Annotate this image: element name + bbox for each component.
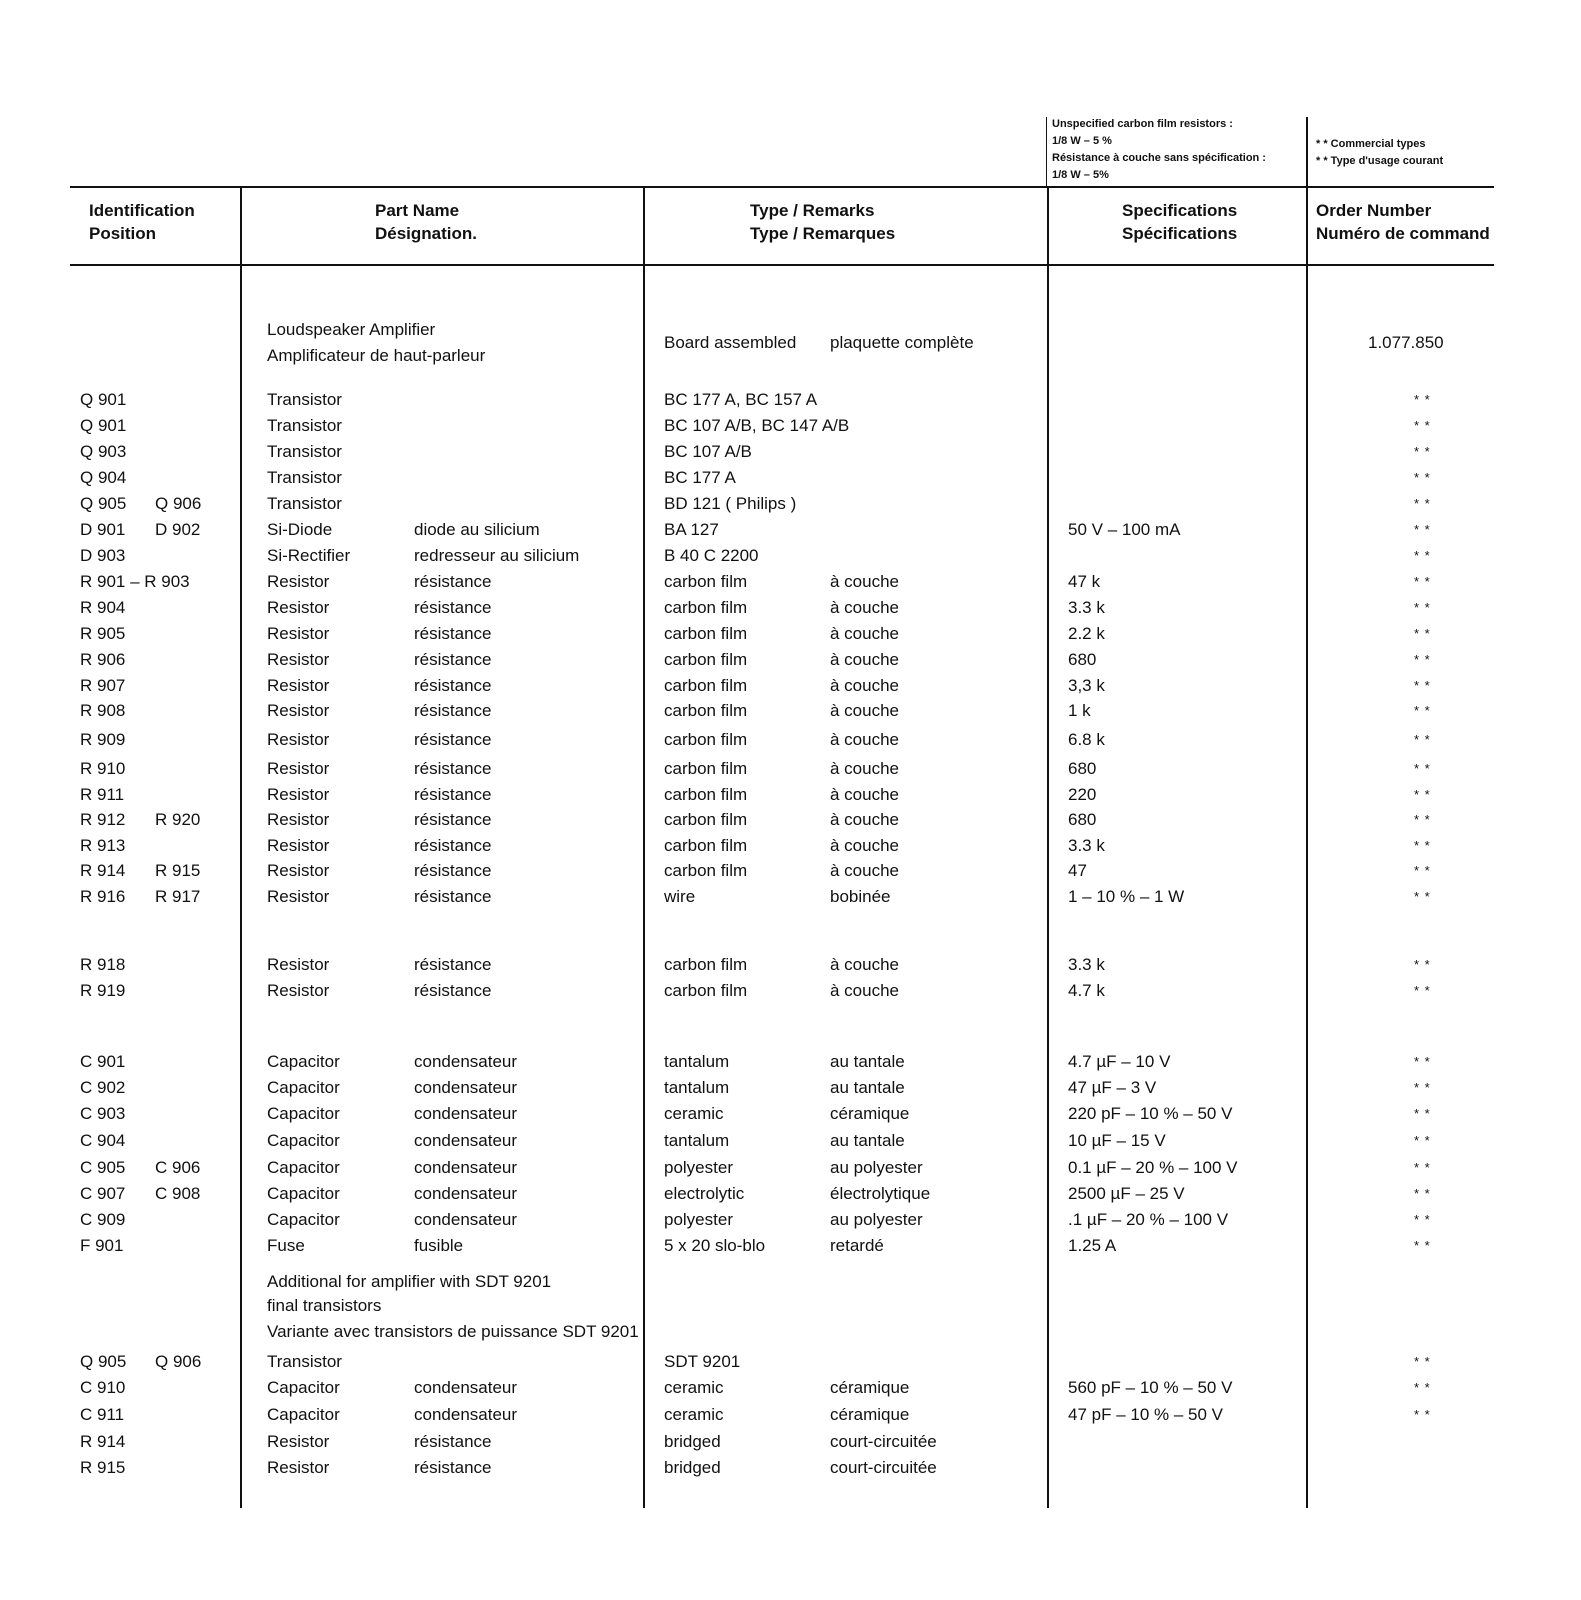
cell-n2: résistance [414, 624, 492, 643]
cell-o: * * [1414, 470, 1431, 485]
cell-p1: R 910 [80, 759, 126, 778]
note-line: Unspecified carbon film resistors : [1052, 118, 1233, 130]
cell-n1: Resistor [267, 955, 330, 974]
cell-n1: Amplificateur de haut-parleur [267, 346, 486, 365]
note-line: 1/8 W – 5 % [1052, 135, 1112, 147]
cell-n2: condensateur [414, 1210, 518, 1229]
cell-o: * * [1414, 1354, 1431, 1369]
cell-t2: à couche [830, 701, 899, 720]
cell-n2: résistance [414, 650, 492, 669]
note-line: * * Type d'usage courant [1316, 155, 1444, 167]
cell-p1: R 909 [80, 730, 126, 749]
cell-t1: carbon film [664, 955, 748, 974]
cell-n1: Variante avec transistors de puissance SDT 9201 [267, 1322, 639, 1341]
cell-o: * * [1414, 812, 1431, 827]
cell-o: * * [1414, 863, 1431, 878]
cell-t1: BC 177 A, BC 157 A [664, 390, 818, 409]
cell-t2: céramique [830, 1378, 910, 1397]
cell-n1: Resistor [267, 810, 330, 829]
cell-t2: plaquette complète [830, 333, 974, 352]
cell-t2: à couche [830, 810, 899, 829]
cell-t1: Board assembled [664, 333, 797, 352]
cell-t2: au tantale [830, 1078, 905, 1097]
cell-n1: Capacitor [267, 1158, 340, 1177]
table-top-rule [70, 186, 1494, 188]
cell-s: 3,3 k [1068, 676, 1105, 695]
cell-n1: Resistor [267, 624, 330, 643]
header-bottom-rule [70, 264, 1494, 266]
column-divider-1 [240, 186, 242, 1508]
cell-n1: Fuse [267, 1236, 305, 1255]
cell-p2: C 906 [155, 1158, 201, 1177]
cell-t2: au tantale [830, 1052, 905, 1071]
cell-t1: bridged [664, 1432, 721, 1451]
cell-t2: à couche [830, 572, 899, 591]
cell-n1: Resistor [267, 759, 330, 778]
cell-o: * * [1414, 1080, 1431, 1095]
cell-s: 680 [1068, 810, 1097, 829]
cell-t1: polyester [664, 1210, 733, 1229]
cell-t1: ceramic [664, 1378, 724, 1397]
cell-s: 2.2 k [1068, 624, 1105, 643]
cell-p1: R 908 [80, 701, 126, 720]
cell-p1: R 912 [80, 810, 126, 829]
cell-t1: carbon film [664, 650, 748, 669]
cell-p1: Q 905 [80, 1352, 127, 1371]
cell-s: 4.7 µF – 10 V [1068, 1052, 1171, 1071]
cell-p1: R 915 [80, 1458, 126, 1477]
cell-n2: résistance [414, 861, 492, 880]
header-part-name [375, 201, 477, 244]
cell-n2: condensateur [414, 1158, 518, 1177]
header-line: Désignation. [375, 224, 478, 243]
cell-n2: fusible [414, 1236, 464, 1255]
cell-n1: Capacitor [267, 1052, 340, 1071]
cell-o: * * [1414, 761, 1431, 776]
cell-t1: tantalum [664, 1052, 730, 1071]
cell-n1: Additional for amplifier with SDT 9201 [267, 1272, 552, 1291]
cell-t1: B 40 C 2200 [664, 546, 759, 565]
cell-n2: condensateur [414, 1131, 518, 1150]
cell-p1: R 901 – R 903 [80, 572, 190, 591]
cell-o: * * [1414, 652, 1431, 667]
cell-p1: C 903 [80, 1104, 126, 1123]
header-specifications [1122, 201, 1237, 244]
cell-o: * * [1414, 600, 1431, 615]
cell-n1: Resistor [267, 701, 330, 720]
header-line: Type / Remarques [750, 224, 896, 243]
cell-p1: C 910 [80, 1378, 126, 1397]
cell-t2: au tantale [830, 1131, 905, 1150]
cell-n2: résistance [414, 1458, 492, 1477]
cell-t1: carbon film [664, 676, 748, 695]
column-divider-4 [1306, 186, 1308, 1508]
cell-n1: Transistor [267, 390, 342, 409]
cell-p1: Q 904 [80, 468, 127, 487]
cell-n1: Resistor [267, 785, 330, 804]
cell-n2: résistance [414, 1432, 492, 1451]
cell-p1: R 914 [80, 861, 126, 880]
cell-n2: redresseur au silicium [414, 546, 580, 565]
header-type-remarks [750, 201, 895, 244]
cell-t2: à couche [830, 981, 899, 1000]
cell-n2: résistance [414, 598, 492, 617]
cell-n1: Si-Rectifier [267, 546, 351, 565]
cell-o: * * [1414, 732, 1431, 747]
cell-t1: tantalum [664, 1131, 730, 1150]
cell-t1: carbon film [664, 701, 748, 720]
cell-t1: tantalum [664, 1078, 730, 1097]
cell-n2: résistance [414, 701, 492, 720]
cell-s: 0.1 µF – 20 % – 100 V [1068, 1158, 1238, 1177]
header-line: Position [89, 224, 157, 243]
cell-t1: BA 127 [664, 520, 719, 539]
cell-o: * * [1414, 1160, 1431, 1175]
cell-t1: SDT 9201 [664, 1352, 741, 1371]
cell-o: * * [1414, 1133, 1431, 1148]
notes-divider-left [1046, 117, 1047, 187]
cell-t2: céramique [830, 1405, 910, 1424]
cell-n2: condensateur [414, 1184, 518, 1203]
cell-t1: ceramic [664, 1405, 724, 1424]
column-divider-3 [1047, 186, 1049, 1508]
cell-p1: Q 901 [80, 390, 127, 409]
cell-o: * * [1414, 392, 1431, 407]
cell-s: 220 pF – 10 % – 50 V [1068, 1104, 1233, 1123]
cell-o: * * [1414, 703, 1431, 718]
header-line: Identification [89, 201, 195, 220]
header-order-number [1316, 201, 1490, 244]
cell-p2: R 917 [155, 887, 201, 906]
cell-t2: céramique [830, 1104, 910, 1123]
cell-o: * * [1414, 1407, 1431, 1422]
header-line: Type / Remarks [750, 201, 875, 220]
cell-s: 50 V – 100 mA [1068, 520, 1181, 539]
cell-t2: électrolytique [830, 1184, 931, 1203]
cell-s: 220 [1068, 785, 1097, 804]
note-unspecified-resistors [1052, 116, 1266, 184]
cell-o: 1.077.850 [1368, 333, 1444, 352]
cell-o: * * [1414, 787, 1431, 802]
cell-p1: R 913 [80, 836, 126, 855]
cell-t1: carbon film [664, 759, 748, 778]
cell-p1: D 903 [80, 546, 126, 565]
cell-n1: Resistor [267, 887, 330, 906]
cell-p1: R 911 [80, 785, 125, 804]
cell-p2: D 902 [155, 520, 201, 539]
cell-n2: condensateur [414, 1104, 518, 1123]
cell-n2: condensateur [414, 1078, 518, 1097]
cell-n1: Capacitor [267, 1104, 340, 1123]
cell-n1: Transistor [267, 416, 342, 435]
cell-p1: R 906 [80, 650, 126, 669]
cell-p2: Q 906 [155, 1352, 202, 1371]
cell-t2: à couche [830, 836, 899, 855]
cell-s: .1 µF – 20 % – 100 V [1068, 1210, 1229, 1229]
cell-t2: à couche [830, 598, 899, 617]
cell-p1: R 914 [80, 1432, 126, 1451]
cell-s: 4.7 k [1068, 981, 1105, 1000]
cell-t2: à couche [830, 624, 899, 643]
cell-n1: Resistor [267, 981, 330, 1000]
cell-o: * * [1414, 838, 1431, 853]
cell-t2: au polyester [830, 1210, 923, 1229]
cell-p1: C 902 [80, 1078, 126, 1097]
cell-p1: Q 903 [80, 442, 127, 461]
header-identification [89, 201, 195, 244]
cell-p1: D 901 [80, 520, 126, 539]
cell-p1: R 918 [80, 955, 126, 974]
cell-o: * * [1414, 889, 1431, 904]
cell-t2: à couche [830, 650, 899, 669]
cell-n1: Transistor [267, 1352, 342, 1371]
cell-t2: bobinée [830, 887, 891, 906]
cell-n1: Resistor [267, 598, 330, 617]
cell-s: 1.25 A [1068, 1236, 1117, 1255]
cell-o: * * [1414, 1380, 1431, 1395]
cell-t2: à couche [830, 730, 899, 749]
cell-n1: Resistor [267, 676, 330, 695]
cell-p2: C 908 [155, 1184, 201, 1203]
cell-n2: résistance [414, 981, 492, 1000]
cell-p1: C 909 [80, 1210, 126, 1229]
column-divider-2 [643, 186, 645, 1508]
header-line: Part Name [375, 201, 460, 220]
cell-s: 47 pF – 10 % – 50 V [1068, 1405, 1223, 1424]
cell-t1: carbon film [664, 624, 748, 643]
cell-t1: BC 107 A/B [664, 442, 752, 461]
cell-s: 47 µF – 3 V [1068, 1078, 1157, 1097]
cell-o: * * [1414, 522, 1431, 537]
cell-n1: Capacitor [267, 1210, 340, 1229]
cell-p1: Q 901 [80, 416, 127, 435]
cell-t1: ceramic [664, 1104, 724, 1123]
cell-t2: au polyester [830, 1158, 923, 1177]
cell-n2: condensateur [414, 1378, 518, 1397]
cell-t1: carbon film [664, 810, 748, 829]
cell-t2: à couche [830, 861, 899, 880]
cell-s: 3.3 k [1068, 836, 1105, 855]
cell-n1: Resistor [267, 861, 330, 880]
cell-o: * * [1414, 1106, 1431, 1121]
cell-p1: C 905 [80, 1158, 126, 1177]
cell-n2: résistance [414, 572, 492, 591]
cell-o: * * [1414, 1212, 1431, 1227]
cell-o: * * [1414, 626, 1431, 641]
cell-o: * * [1414, 1186, 1431, 1201]
cell-t1: carbon film [664, 730, 748, 749]
header-line: Spécifications [1122, 224, 1238, 243]
cell-p2: R 915 [155, 861, 201, 880]
cell-n1: Resistor [267, 572, 330, 591]
cell-s: 560 pF – 10 % – 50 V [1068, 1378, 1233, 1397]
cell-n1: Transistor [267, 468, 342, 487]
cell-p1: Q 905 [80, 494, 127, 513]
cell-n1: Capacitor [267, 1378, 340, 1397]
cell-s: 1 – 10 % – 1 W [1068, 887, 1185, 906]
note-commercial-types [1316, 136, 1443, 170]
cell-n1: Resistor [267, 730, 330, 749]
cell-n2: condensateur [414, 1052, 518, 1071]
cell-n1: Resistor [267, 1432, 330, 1451]
cell-o: * * [1414, 678, 1431, 693]
cell-s: 6.8 k [1068, 730, 1105, 749]
cell-t2: à couche [830, 955, 899, 974]
cell-n2: résistance [414, 730, 492, 749]
cell-n2: diode au silicium [414, 520, 540, 539]
cell-p1: R 907 [80, 676, 126, 695]
cell-o: * * [1414, 1054, 1431, 1069]
cell-n1: Loudspeaker Amplifier [267, 320, 436, 339]
cell-s: 1 k [1068, 701, 1091, 720]
cell-s: 10 µF – 15 V [1068, 1131, 1166, 1150]
cell-n2: condensateur [414, 1405, 518, 1424]
cell-s: 3.3 k [1068, 598, 1105, 617]
cell-t1: carbon film [664, 981, 748, 1000]
cell-t2: à couche [830, 759, 899, 778]
cell-t1: BC 177 A [664, 468, 736, 487]
cell-n1: Si-Diode [267, 520, 333, 539]
note-line: 1/8 W – 5% [1052, 169, 1109, 181]
header-line: Numéro de command [1316, 224, 1490, 243]
cell-p2: R 920 [155, 810, 201, 829]
cell-o: * * [1414, 444, 1431, 459]
cell-s: 3.3 k [1068, 955, 1105, 974]
cell-t1: bridged [664, 1458, 721, 1477]
cell-s: 47 k [1068, 572, 1101, 591]
cell-n1: Resistor [267, 1458, 330, 1477]
cell-t1: BD 121 ( Philips ) [664, 494, 797, 513]
cell-p1: R 916 [80, 887, 126, 906]
cell-t1: carbon film [664, 598, 748, 617]
cell-t2: retardé [830, 1236, 884, 1255]
cell-n2: résistance [414, 676, 492, 695]
cell-t1: wire [664, 887, 696, 906]
note-line: Résistance à couche sans spécification : [1052, 152, 1266, 164]
cell-p1: C 901 [80, 1052, 126, 1071]
cell-n2: résistance [414, 836, 492, 855]
cell-o: * * [1414, 983, 1431, 998]
cell-n1: Transistor [267, 494, 342, 513]
cell-s: 680 [1068, 650, 1097, 669]
cell-t1: carbon film [664, 572, 748, 591]
cell-n1: Resistor [267, 836, 330, 855]
cell-o: * * [1414, 574, 1431, 589]
note-line: * * Commercial types [1316, 138, 1426, 150]
cell-n2: résistance [414, 955, 492, 974]
cell-p1: C 904 [80, 1131, 126, 1150]
cell-t2: court-circuitée [830, 1432, 937, 1451]
header-line: Order Number [1316, 201, 1432, 220]
cell-n1: Capacitor [267, 1405, 340, 1424]
cell-n1: Resistor [267, 650, 330, 669]
header-line: Specifications [1122, 201, 1238, 220]
cell-t1: electrolytic [664, 1184, 745, 1203]
cell-p1: R 919 [80, 981, 126, 1000]
cell-p2: Q 906 [155, 494, 202, 513]
cell-t1: carbon film [664, 785, 748, 804]
cell-n1: Capacitor [267, 1078, 340, 1097]
cell-n2: résistance [414, 887, 492, 906]
cell-o: * * [1414, 496, 1431, 511]
cell-p1: F 901 [80, 1236, 124, 1255]
cell-o: * * [1414, 957, 1431, 972]
cell-s: 2500 µF – 25 V [1068, 1184, 1185, 1203]
cell-p1: C 907 [80, 1184, 126, 1203]
cell-n1: Capacitor [267, 1184, 340, 1203]
cell-t1: polyester [664, 1158, 733, 1177]
cell-t2: à couche [830, 785, 899, 804]
cell-t1: 5 x 20 slo-blo [664, 1236, 766, 1255]
cell-p1: R 905 [80, 624, 126, 643]
cell-o: * * [1414, 548, 1431, 563]
cell-o: * * [1414, 418, 1431, 433]
cell-s: 680 [1068, 759, 1097, 778]
cell-t1: carbon film [664, 836, 748, 855]
cell-n1: final transistors [267, 1296, 382, 1315]
cell-t2: à couche [830, 676, 899, 695]
cell-n1: Capacitor [267, 1131, 340, 1150]
cell-n2: résistance [414, 759, 492, 778]
cell-t1: BC 107 A/B, BC 147 A/B [664, 416, 850, 435]
cell-t1: carbon film [664, 861, 748, 880]
cell-n2: résistance [414, 810, 492, 829]
cell-t2: court-circuitée [830, 1458, 937, 1477]
cell-o: * * [1414, 1238, 1431, 1253]
cell-n2: résistance [414, 785, 492, 804]
cell-s: 47 [1068, 861, 1087, 880]
cell-p1: C 911 [80, 1405, 125, 1424]
notes-divider-right [1306, 117, 1308, 187]
cell-n1: Transistor [267, 442, 342, 461]
cell-p1: R 904 [80, 598, 126, 617]
